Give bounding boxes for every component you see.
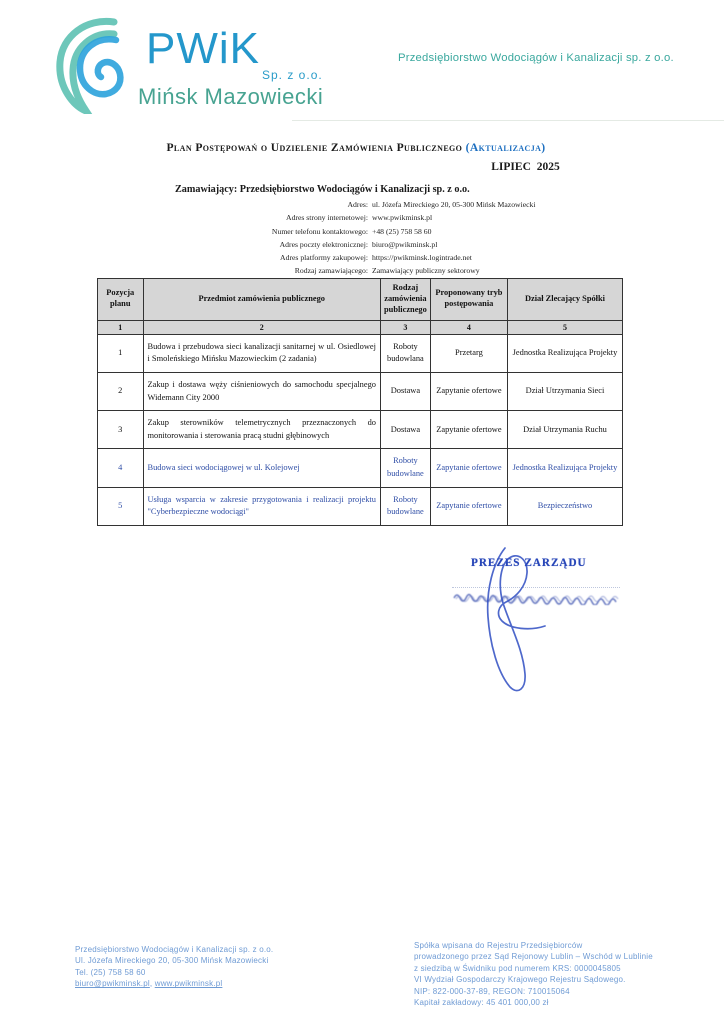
header-subject: Przedmiot zamówienia publicznego [143, 279, 380, 321]
table-row [98, 487, 623, 525]
cell-type: Roboty budowlana [380, 334, 430, 372]
column-number-row [98, 320, 623, 334]
table-header-row [98, 279, 623, 321]
info-value: biuro@pwikminsk.pl [372, 239, 438, 249]
footer-left-block [75, 944, 385, 990]
cell-subject: Zakup i dostawa węży ciśnieniowych do samochodu specjalnego Widemann City 2000 [143, 372, 380, 410]
cell-department: Jednostka Realizująca Projekty [507, 449, 622, 487]
info-value: ul. Józefa Mireckiego 20, 05-300 Mińsk Mazowiecki [372, 200, 536, 209]
cell-position: 2 [98, 372, 144, 410]
cell-position: 3 [98, 411, 144, 449]
cell-department: Dział Utrzymania Ruchu [507, 411, 622, 449]
cell-mode: Zapytanie ofertowe [430, 449, 507, 487]
footer-line: Przedsiębiorstwo Wodociągów i Kanalizacji sp. z o.o. [75, 945, 274, 954]
info-label: Numer telefonu kontaktowego: [271, 226, 368, 236]
footer-links-line [75, 978, 385, 989]
header-mode: Proponowany tryb postępowania [430, 279, 507, 321]
info-label: Rodzaj zamawiającego: [294, 266, 368, 276]
footer-line: VI Wydział Gospodarczy Krajowego Rejestru Sądowego. [414, 975, 626, 985]
cell-department: Bezpieczeństwo [507, 487, 622, 525]
letterhead-divider [292, 120, 724, 121]
cell-mode: Zapytanie ofertowe [430, 487, 507, 525]
letterhead-company-name: Przedsiębiorstwo Wodociągów i Kanalizacji sp. z o.o. [398, 52, 674, 64]
table-row [98, 372, 623, 410]
procurement-plan-table [97, 278, 623, 526]
cell-subject: Zakup sterowników telemetrycznych przeznaczonych do monitorowania i sterowania pracą studni głębinowych [143, 411, 380, 449]
footer-line: prowadzonego przez Sąd Rejonowy Lublin – Wschód w Lublinie [414, 952, 653, 962]
cell-position: 1 [98, 334, 144, 372]
spiral-logo-icon [52, 14, 144, 114]
column-number: 4 [430, 320, 507, 334]
table-row [98, 449, 623, 487]
table-row [98, 334, 623, 372]
document-title [0, 141, 712, 154]
cell-mode: Zapytanie ofertowe [430, 372, 507, 410]
cell-mode: Zapytanie ofertowe [430, 411, 507, 449]
table-row [98, 411, 623, 449]
info-label: Adres strony internetowej: [286, 213, 368, 223]
contact-info [118, 198, 548, 278]
orderer-line: Zamawiający: Przedsiębiorstwo Wodociągów i Kanalizacji sp. z o.o. [175, 184, 470, 195]
cell-subject: Budowa i przebudowa sieci kanalizacji sanitarnej w ul. Osiedlowej i Smoleńskiego Mińsku Mazowieckim (2 zadania) [143, 334, 380, 372]
column-number: 5 [507, 320, 622, 334]
cell-type: Dostawa [380, 372, 430, 410]
company-logo [50, 12, 390, 116]
info-value: +48 (25) 758 58 60 [372, 226, 432, 236]
handwritten-signature [448, 545, 578, 703]
cell-mode: Przetarg [430, 334, 507, 372]
footer-line: Ul. Józefa Mireckiego 20, 05-300 Mińsk Mazowiecki [75, 956, 269, 966]
info-label: Adres: [347, 200, 368, 209]
header-type: Rodzaj zamówienia publicznego [380, 279, 430, 321]
header-department: Dział Zlecający Spółki [507, 279, 622, 321]
signatory-title: PREZES ZARZĄDU [471, 557, 587, 569]
info-label: Adres poczty elektronicznej: [279, 239, 368, 249]
footer-right-block [414, 940, 714, 1008]
logo-city: Mińsk Mazowiecki [138, 84, 324, 109]
footer-link-separator: , [149, 979, 155, 989]
cell-department: Dział Utrzymania Sieci [507, 372, 622, 410]
logo-acronym: PWiK [146, 24, 260, 73]
cell-type: Dostawa [380, 411, 430, 449]
column-number: 3 [380, 320, 430, 334]
footer-line: NIP: 822-000-37-89, REGON: 710015064 [414, 986, 570, 996]
info-label: Adres platformy zakupowej: [280, 253, 368, 263]
cell-subject: Budowa sieci wodociągowej w ul. Kolejowej [143, 449, 380, 487]
document-title-main: Plan Postępowań o Udzielenie Zamówienia Publicznego [166, 141, 463, 154]
document-title-update: (Aktualizacja) [465, 141, 546, 154]
info-value: Zamawiający publiczny sektorowy [372, 266, 480, 276]
cell-type: Roboty budowlane [380, 487, 430, 525]
cell-department: Jednostka Realizująca Projekty [507, 334, 622, 372]
cell-subject: Usługa wsparcia w zakresie przygotowania i realizacji projektu "Cyberbezpieczne wodociągi" [143, 487, 380, 525]
footer-website-link[interactable]: www.pwikminsk.pl [154, 979, 223, 989]
cell-type: Roboty budowlane [380, 449, 430, 487]
footer-email-link[interactable]: biuro@pwikminsk.pl [75, 979, 150, 989]
cell-position: 5 [98, 487, 144, 525]
footer-line: Tel. (25) 758 58 60 [75, 967, 146, 977]
footer-line: Kapitał zakładowy: 45 401 000,00 zł [414, 998, 549, 1008]
column-number: 1 [98, 320, 144, 334]
column-number: 2 [143, 320, 380, 334]
footer-line: z siedzibą w Świdniku pod numerem KRS: 0000045805 [414, 963, 621, 973]
footer-line: Spółka wpisana do Rejestru Przedsiębiorców [414, 941, 583, 950]
info-value: www.pwikminsk.pl [372, 213, 433, 223]
cell-position: 4 [98, 449, 144, 487]
document-period: LIPIEC 2025 [491, 161, 560, 173]
logo-suffix: Sp. z o.o. [262, 68, 323, 82]
info-value: https://pwikminsk.logintrade.net [372, 253, 472, 263]
header-position: Pozycja planu [98, 279, 144, 321]
